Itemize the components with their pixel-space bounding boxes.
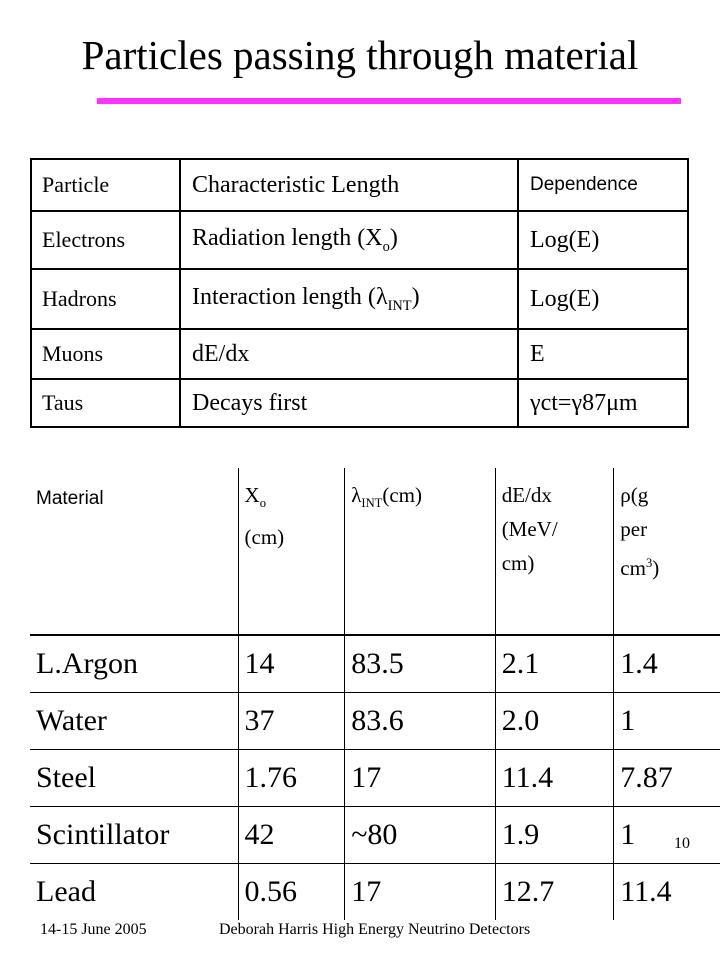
footer-author: Deborah Harris High Energy Neutrino Detectors — [219, 921, 531, 938]
density-cell: 7.87 — [614, 750, 720, 807]
material-cell: Lead — [30, 864, 238, 921]
length-text: Interaction length ( — [192, 283, 376, 310]
length-subscript: o — [382, 238, 390, 255]
lambda-unit: (cm) — [382, 483, 423, 507]
rho-line3: cm — [620, 556, 646, 580]
dedx-cell: 2.0 — [495, 693, 614, 750]
table-row — [30, 635, 720, 693]
page-number: 10 — [674, 835, 690, 852]
title-underline — [97, 98, 681, 104]
table-row — [30, 807, 720, 864]
x0-cell: 42 — [238, 807, 345, 864]
rho-superscript: 3 — [645, 556, 653, 570]
x0-cell: 1.76 — [238, 750, 345, 807]
x0-cell: 14 — [238, 635, 345, 693]
header-dedx — [495, 468, 614, 635]
lambda-symbol: λ — [351, 483, 362, 507]
header-lambda — [345, 468, 496, 635]
dedx-cell: 11.4 — [495, 750, 614, 807]
particles-table — [30, 158, 689, 428]
dedx-cell: 2.1 — [495, 635, 614, 693]
x0-subscript: o — [259, 496, 266, 511]
table-header-row — [31, 159, 688, 211]
table-row — [31, 379, 688, 427]
particle-cell: Electrons — [31, 211, 180, 269]
x0-cell: 0.56 — [238, 864, 345, 921]
table-header-row — [30, 468, 720, 635]
dependence-cell: Log(E) — [518, 269, 688, 329]
dependence-cell: γct=γ87μm — [518, 379, 688, 427]
table-row — [30, 693, 720, 750]
rho-close: ) — [652, 556, 660, 580]
table-row — [30, 864, 720, 921]
material-cell: Water — [30, 693, 238, 750]
length-cell — [180, 211, 518, 269]
materials-table — [30, 468, 720, 920]
length-suffix: ) — [411, 283, 420, 310]
density-cell: 11.4 — [614, 864, 720, 921]
rho-line1: ρ(g — [620, 483, 649, 507]
length-text: Radiation length (X — [192, 224, 383, 251]
footer-date: 14-15 June 2005 — [40, 921, 147, 938]
header-material: Material — [36, 488, 104, 509]
length-suffix: ) — [389, 224, 398, 251]
density-cell: 1 — [614, 693, 720, 750]
table-row — [30, 750, 720, 807]
length-cell — [180, 269, 518, 329]
particle-cell: Taus — [31, 379, 180, 427]
lambda-symbol: λ — [375, 283, 388, 310]
table-row — [31, 329, 688, 379]
dedx-line3: cm) — [501, 551, 535, 575]
length-cell: Decays first — [180, 379, 518, 427]
dedx-cell: 12.7 — [495, 864, 614, 921]
table-row — [31, 211, 688, 269]
header-x0 — [238, 468, 345, 635]
header-characteristic-length: Characteristic Length — [180, 159, 518, 211]
density-cell: 1.4 — [614, 635, 720, 693]
x0-cell: 37 — [238, 693, 345, 750]
lambda-cell: 17 — [345, 864, 496, 921]
lambda-cell: 17 — [345, 750, 496, 807]
dedx-line1: dE/dx — [501, 483, 552, 507]
header-dependence: Dependence — [518, 159, 688, 211]
dedx-line2: (MeV/ — [501, 517, 558, 541]
lambda-cell: 83.6 — [345, 693, 496, 750]
lambda-cell: ~80 — [345, 807, 496, 864]
header-density — [614, 468, 720, 635]
material-cell: Scintillator — [30, 807, 238, 864]
header-particle: Particle — [31, 159, 180, 211]
dependence-cell: E — [518, 329, 688, 379]
density-cell: 1 — [614, 807, 720, 864]
material-cell: Steel — [30, 750, 238, 807]
material-cell: L.Argon — [30, 635, 238, 693]
length-subscript: INT — [387, 297, 412, 314]
rho-line2: per — [620, 517, 648, 541]
table-row — [31, 269, 688, 329]
x0-symbol: X — [244, 483, 260, 507]
x0-unit: (cm) — [244, 525, 285, 550]
page-title: Particles passing through material — [81, 32, 639, 78]
particle-cell: Muons — [31, 329, 180, 379]
dedx-cell: 1.9 — [495, 807, 614, 864]
particle-cell: Hadrons — [31, 269, 180, 329]
length-cell: dE/dx — [180, 329, 518, 379]
lambda-cell: 83.5 — [345, 635, 496, 693]
dependence-cell: Log(E) — [518, 211, 688, 269]
lambda-subscript: INT — [361, 496, 383, 511]
